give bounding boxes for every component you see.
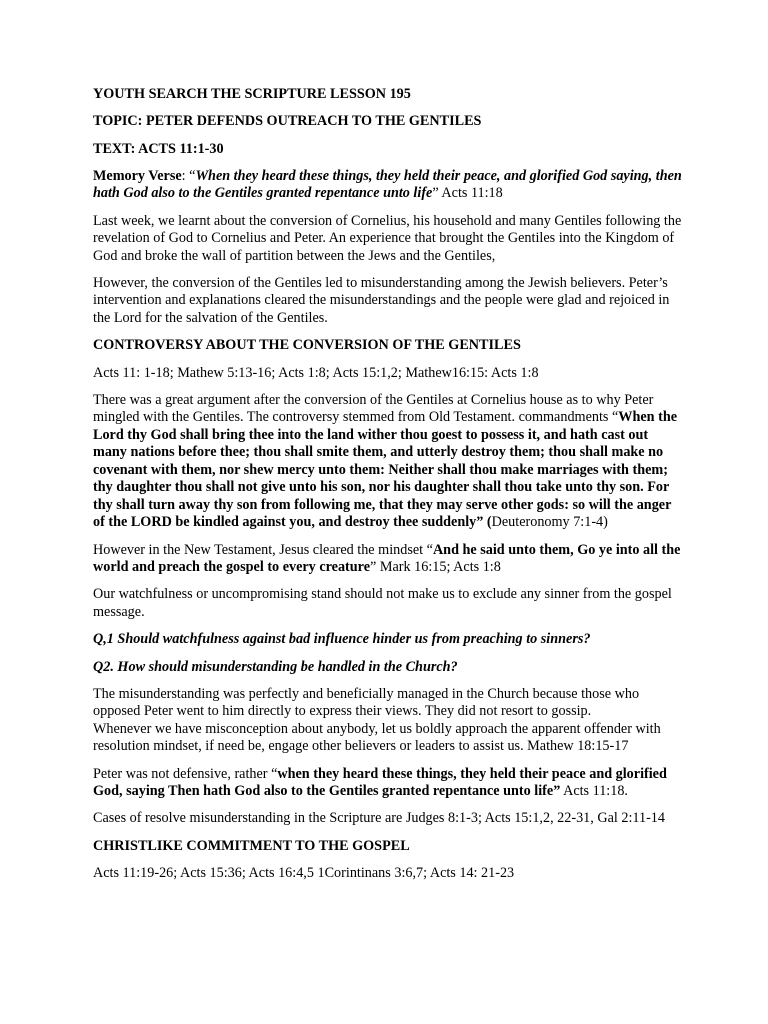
controversy-p1-plain: There was a great argument after the conversion of the Gentiles at Cornelius house as to why Peter mingled with the Gentiles. The controversy stemmed from Old Testament. commandments “ — [93, 391, 654, 426]
controversy-p2-ref: ” Mark 16:15; Acts 1:8 — [370, 559, 501, 576]
controversy-p4-line2: Whenever we have misconception about anybody, let us boldly approach the apparent offender with resolution mindset, if need be, engage other believers or leaders to assist us. Mathew 18:15-17 — [93, 720, 661, 755]
controversy-paragraph-4 — [93, 686, 682, 756]
commitment-references: Acts 11:19-26; Acts 15:36; Acts 16:4,5 1Corintinans 3:6,7; Acts 14: 21-23 — [93, 865, 515, 882]
controversy-p4-line1: The misunderstanding was perfectly and beneficially managed in the Church because those who opposed Peter went to him directly to express their views. They did not resort to gossip. — [93, 685, 640, 720]
intro-paragraph-1: Last week, we learnt about the conversion of Cornelius, his household and many Gentiles following the revelation of God to Cornelius and Peter. An experience that brought the Gentiles into the Kingdom of God and broke the wall of partition between the Jews and the Gentiles, — [93, 212, 682, 264]
controversy-paragraph-6: Cases of resolve misunderstanding in the Scripture are Judges 8:1-3; Acts 15:1,2, 22-31, Gal 2:11-14 — [93, 810, 665, 827]
controversy-p5-quote: when they heard these things, they held their peace and glorified God, saying Then hath God also to the Gentiles granted repentance unto life” — [93, 765, 667, 800]
controversy-p1-ref: Deuteronomy 7:1-4) — [491, 514, 608, 531]
section-heading-controversy: CONTROVERSY ABOUT THE CONVERSION OF THE GENTILES — [93, 337, 521, 354]
controversy-p5-plain: Peter was not defensive, rather “ — [93, 765, 278, 782]
lesson-text: TEXT: ACTS 11:1-30 — [93, 140, 224, 157]
controversy-paragraph-5 — [93, 766, 682, 801]
section-heading-commitment: CHRISTLIKE COMMITMENT TO THE GOSPEL — [93, 837, 410, 854]
controversy-references: Acts 11: 1-18; Mathew 5:13-16; Acts 1:8; Acts 15:1,2; Mathew16:15: Acts 1:8 — [93, 364, 539, 381]
intro-paragraph-2: However, the conversion of the Gentiles led to misunderstanding among the Jewish believers. Peter’s intervention and explanations cleared the misunderstandings and the people were glad and rejoiced in the Lord for the salvation of the Gentiles. — [93, 274, 670, 326]
controversy-p5-ref: Acts 11:18. — [560, 783, 628, 800]
controversy-p2-quote: And he said unto them, Go ye into all the world and preach the gospel to every creature — [93, 541, 681, 576]
controversy-paragraph-3: Our watchfulness or uncompromising stand should not make us to exclude any sinner from the gospel message. — [93, 586, 672, 620]
question-1: Q,1 Should watchfulness against bad influence hinder us from preaching to sinners? — [93, 631, 591, 648]
memory-verse-paragraph — [93, 168, 682, 203]
question-2: Q2. How should misunderstanding be handled in the Church? — [93, 658, 458, 675]
memory-verse-colon: : “ — [181, 167, 196, 184]
lesson-topic: TOPIC: PETER DEFENDS OUTREACH TO THE GENTILES — [93, 113, 482, 130]
memory-verse-ref: ” Acts 11:18 — [432, 185, 503, 202]
controversy-p1-quote: When the Lord thy God shall bring thee into the land wither thou goest to possess it, and hath cast out many nations before thee; thou shall smite them, and utterly destroy them; thou shall make no covenant with them, nor shew mercy unto them: Neither shall thou make marriages with them; thy daughter thou shall not give unto his son, nor his daughter shall thou take unto thy son. For thy shall turn away thy son from following me, that they may serve other gods: so will the anger of the LORD be kindled against you, and destroy thee suddenly” ( — [93, 409, 678, 531]
controversy-p2-plain: However in the New Testament, Jesus cleared the mindset “ — [93, 541, 433, 558]
controversy-paragraph-2 — [93, 542, 682, 577]
lesson-title: YOUTH SEARCH THE SCRIPTURE LESSON 195 — [93, 86, 411, 102]
memory-verse-quote: When they heard these things, they held their peace, and glorified God saying, then hath God also to the Gentiles granted repentance unto life — [93, 167, 682, 202]
controversy-paragraph-1 — [93, 392, 682, 532]
memory-verse-label: Memory Verse — [93, 167, 182, 184]
